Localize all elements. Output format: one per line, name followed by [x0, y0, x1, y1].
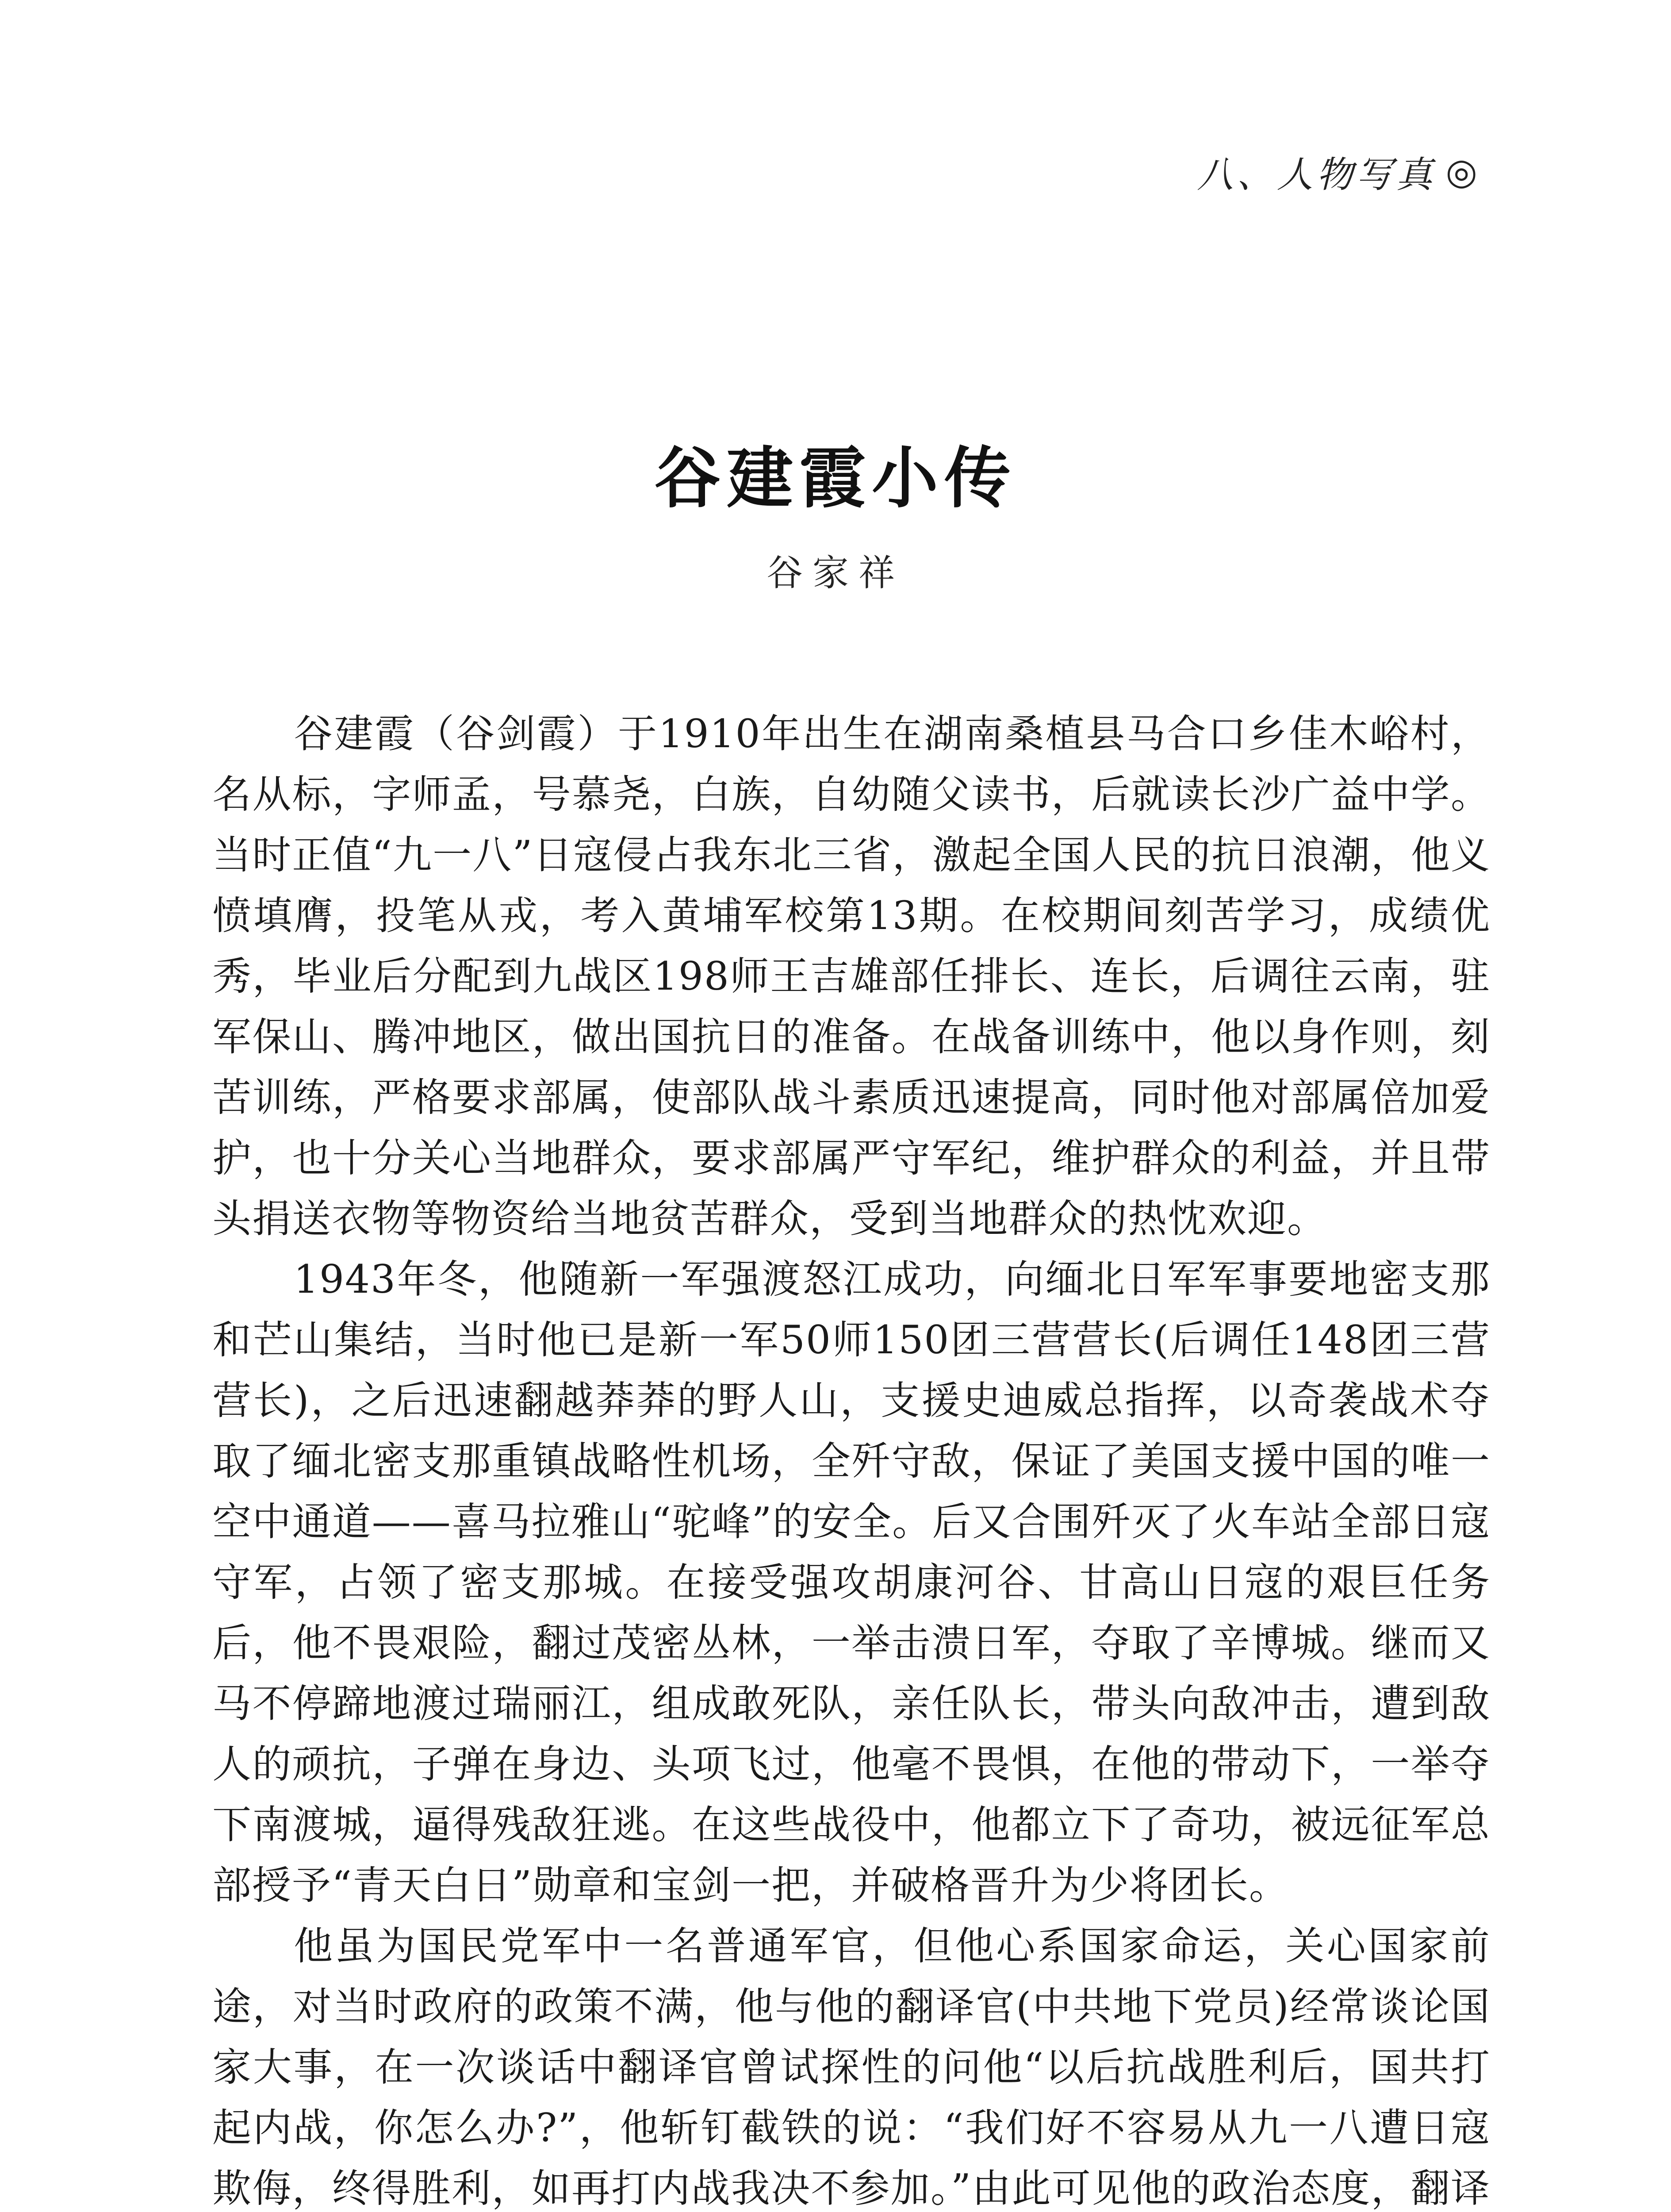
article-author: 谷家祥 [766, 552, 904, 594]
running-header [1197, 146, 1481, 198]
section-title: 八、人物写真 [1197, 154, 1436, 196]
article-body [212, 703, 1491, 2212]
section-mark-icon: ◎ [1445, 151, 1481, 193]
paragraph-2: 1943年冬，他随新一军强渡怒江成功，向缅北日军军事要地密支那和芒山集结，当时他已是新一军50师150团三营营长(后调任148团三营营长)，之后迅速翻越莽莽的野人山，支援史迪威总指挥，以奇袭战术夺取了缅北密支那重镇战略性机场，全歼守敌，保证了美国支援中国的唯一空中通道——喜马拉雅山“驼峰”的安全。后又合围歼灭了火车站全部日寇守军，占领了密支那城。在接受强攻胡康河谷、甘高山日寇的艰巨任务后，他不畏艰险，翻过茂密丛林，一举击溃日军，夺取了辛博城。继而又马不停蹄地渡过瑞丽江，组成敢死队，亲任队长，带头向敌冲击，遭到敌人的顽抗，子弹在身边、头项飞过，他毫不畏惧，在他的带动下，一举夺下南渡城，逼得残敌狂逃。在这些战役中，他都立下了奇功，被远征军总部授予“青天白日”勋章和宝剑一把，并破格晋升为少将团长。 [212, 1256, 1491, 1908]
paragraph-1: 谷建霞（谷剑霞）于1910年出生在湖南桑植县马合口乡佳木峪村，名从标，字师孟，号慕尧，白族，自幼随父读书，后就读长沙广益中学。当时正值“九一八”日寇侵占我东北三省，激起全国人民的抗日浪潮，他义愤填膺，投笔从戎，考入黄埔军校第13期。在校期间刻苦学习，成绩优秀，毕业后分配到九战区198师王吉雄部任排长、连长，后调往云南，驻军保山、腾冲地区，做出国抗日的准备。在战备训练中，他以身作则，刻苦训练，严格要求部属，使部队战斗素质迅速提高，同时他对部属倍加爱护，也十分关心当地群众，要求部属严守军纪，维护群众的利益，并且带头捐送衣物等物资给当地贫苦群众，受到当地群众的热忱欢迎。 [212, 711, 1491, 1241]
article-title: 谷建霞小传 [654, 439, 1017, 517]
paragraph-3: 他虽为国民党军中一名普通军官，但他心系国家命运，关心国家前途，对当时政府的政策不满，他与他的翻译官(中共地下党员)经常谈论国家大事，在一次谈话中翻译官曾试探性的问他“以后抗战胜利后，国共打起内战，你怎么办?”，他斩钉截铁的说：“我们好不容易从九一八遭日寇欺侮，终得胜利，如再打内战我决不参加。”由此可见他的政治态度，翻译 [212, 1923, 1491, 2211]
